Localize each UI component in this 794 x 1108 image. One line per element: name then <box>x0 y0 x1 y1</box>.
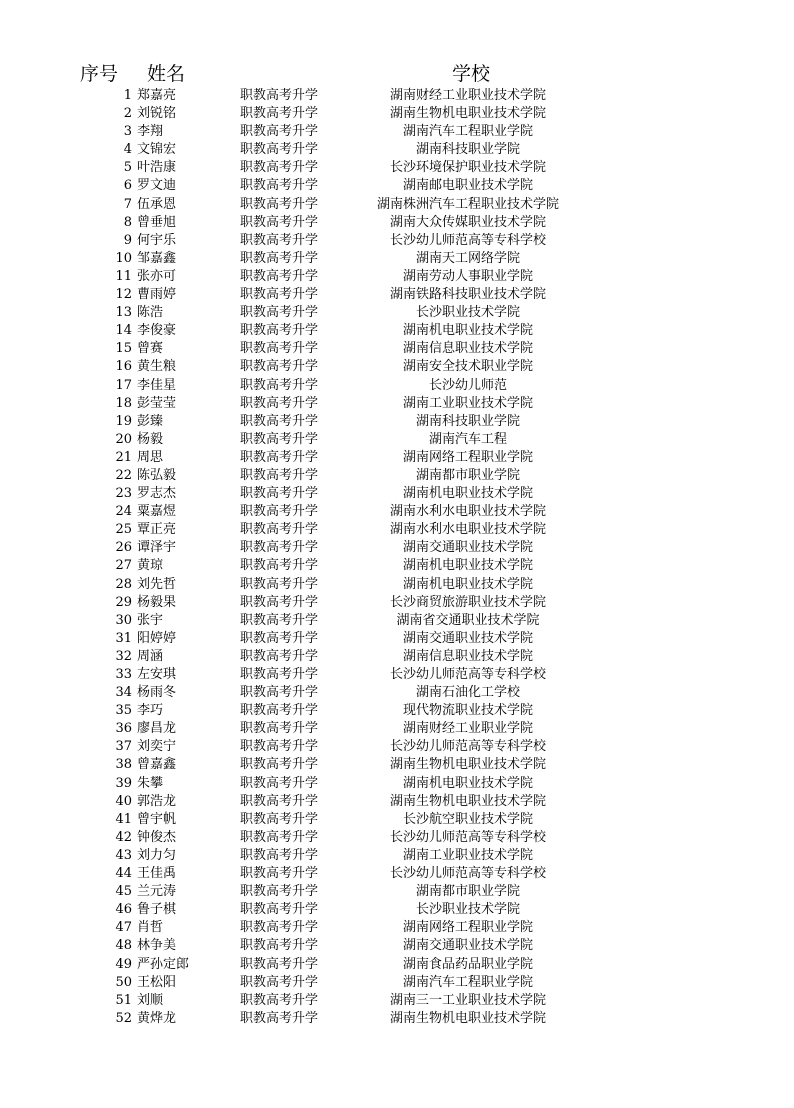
row-name: 罗志杰 <box>137 486 177 502</box>
row-school: 湖南都市职业学院 <box>415 884 521 900</box>
row-seq: 19 <box>115 413 132 429</box>
row-name: 钟俊杰 <box>137 829 177 845</box>
row-type: 职教高考升学 <box>240 196 319 212</box>
row-type: 职教高考升学 <box>240 323 319 339</box>
table-row <box>0 159 794 177</box>
row-type: 职教高考升学 <box>240 920 319 936</box>
row-name: 李佳星 <box>137 377 177 393</box>
row-type: 职教高考升学 <box>240 576 319 592</box>
table-row <box>0 630 794 648</box>
row-seq: 20 <box>115 431 132 447</box>
row-name: 兰元涛 <box>137 884 177 900</box>
row-type: 职教高考升学 <box>240 992 319 1008</box>
row-school: 湖南天工网络学院 <box>415 250 521 266</box>
row-type: 职教高考升学 <box>240 106 319 122</box>
row-type: 职教高考升学 <box>240 88 319 103</box>
table-row <box>0 811 794 829</box>
table-row <box>0 87 794 105</box>
row-seq: 48 <box>115 938 132 954</box>
table-row <box>0 1010 794 1028</box>
table-row <box>0 304 794 322</box>
table-header <box>0 60 794 88</box>
row-seq: 31 <box>115 630 132 646</box>
row-school: 湖南汽车工程职业学院 <box>402 124 534 140</box>
row-seq: 7 <box>123 196 132 212</box>
row-school: 湖南安全技术职业学院 <box>402 359 534 375</box>
row-type: 职教高考升学 <box>240 160 319 176</box>
table-row <box>0 648 794 666</box>
row-name: 陈浩 <box>137 305 164 321</box>
row-name: 曾垂旭 <box>137 214 177 230</box>
row-school: 湖南机电职业技术学院 <box>402 775 534 791</box>
row-name: 阳婷婷 <box>137 630 177 646</box>
row-seq: 15 <box>115 341 132 357</box>
row-school: 湖南省交通职业技术学院 <box>396 612 540 628</box>
row-seq: 33 <box>115 667 132 682</box>
row-type: 职教高考升学 <box>240 884 319 900</box>
row-name: 曹雨婷 <box>137 287 177 303</box>
row-school: 湖南生物机电职业技术学院 <box>389 1010 547 1026</box>
row-seq: 2 <box>123 106 132 122</box>
row-seq: 9 <box>123 232 132 248</box>
row-name: 刘锐铭 <box>137 106 177 122</box>
row-name: 曾赛 <box>137 341 164 357</box>
table-row <box>0 177 794 195</box>
row-name: 王佳禹 <box>137 866 177 882</box>
row-seq: 25 <box>115 522 132 538</box>
row-school: 湖南生物机电职业技术学院 <box>389 757 547 773</box>
table-row <box>0 485 794 503</box>
row-seq: 27 <box>115 558 132 574</box>
row-name: 曾宇帆 <box>137 811 177 827</box>
table-row <box>0 358 794 376</box>
row-name: 刘先哲 <box>137 576 177 592</box>
row-seq: 23 <box>115 486 132 502</box>
row-type: 职教高考升学 <box>240 793 319 809</box>
row-name: 郭浩龙 <box>137 793 177 809</box>
table-row <box>0 141 794 159</box>
row-type: 职教高考升学 <box>240 956 319 972</box>
row-school: 湖南生物机电职业技术学院 <box>389 793 547 809</box>
row-school: 湖南汽车工程 <box>428 431 508 447</box>
row-name: 廖昌龙 <box>137 721 177 737</box>
table-row <box>0 974 794 992</box>
row-type: 职教高考升学 <box>240 612 319 628</box>
row-type: 职教高考升学 <box>240 486 319 502</box>
table-row <box>0 829 794 847</box>
row-school: 湖南生物机电职业技术学院 <box>389 106 547 122</box>
row-seq: 8 <box>123 214 132 230</box>
row-name: 曾嘉鑫 <box>137 757 177 773</box>
table-row <box>0 937 794 955</box>
row-name: 黄琼 <box>137 558 164 574</box>
table-row <box>0 449 794 467</box>
row-type: 职教高考升学 <box>240 847 319 863</box>
row-school: 湖南交通职业技术学院 <box>402 630 534 646</box>
row-seq: 40 <box>115 793 132 809</box>
row-seq: 3 <box>123 124 132 140</box>
table-row <box>0 901 794 919</box>
row-name: 杨雨冬 <box>137 685 177 701</box>
row-type: 职教高考升学 <box>240 359 319 375</box>
row-name: 黄烨龙 <box>137 1010 177 1026</box>
table-row <box>0 775 794 793</box>
row-type: 职教高考升学 <box>240 667 319 682</box>
row-seq: 50 <box>115 974 132 990</box>
table-row <box>0 557 794 575</box>
row-type: 职教高考升学 <box>240 594 319 610</box>
table-row <box>0 738 794 756</box>
row-seq: 39 <box>115 775 132 791</box>
row-school: 长沙幼儿师范高等专科学校 <box>389 739 547 755</box>
row-school: 湖南水利水电职业技术学院 <box>389 522 547 538</box>
row-type: 职教高考升学 <box>240 829 319 845</box>
table-row <box>0 322 794 340</box>
row-seq: 30 <box>115 612 132 628</box>
row-school: 湖南三一工业职业技术学院 <box>389 992 547 1008</box>
row-type: 职教高考升学 <box>240 775 319 791</box>
table-row <box>0 268 794 286</box>
row-seq: 22 <box>115 467 132 483</box>
row-school: 长沙幼儿师范高等专科学校 <box>389 866 547 882</box>
row-type: 职教高考升学 <box>240 232 319 248</box>
row-school: 长沙幼儿师范高等专科学校 <box>389 667 547 682</box>
row-seq: 14 <box>115 323 132 339</box>
table-row <box>0 539 794 557</box>
row-seq: 12 <box>115 287 132 303</box>
row-school: 湖南大众传媒职业技术学院 <box>389 214 547 230</box>
table-row <box>0 340 794 358</box>
row-school: 长沙环境保护职业技术学院 <box>389 160 547 176</box>
row-seq: 34 <box>115 685 132 701</box>
row-type: 职教高考升学 <box>240 902 319 918</box>
row-seq: 49 <box>115 956 132 972</box>
row-name: 张亦可 <box>137 268 177 284</box>
table-row <box>0 756 794 774</box>
row-type: 职教高考升学 <box>240 721 319 737</box>
row-seq: 6 <box>123 178 132 194</box>
row-type: 职教高考升学 <box>240 341 319 357</box>
table-row <box>0 847 794 865</box>
row-seq: 16 <box>115 359 132 375</box>
row-name: 罗文迪 <box>137 178 177 194</box>
row-name: 林争美 <box>137 938 177 954</box>
row-name: 肖哲 <box>137 920 164 936</box>
row-seq: 45 <box>115 884 132 900</box>
row-school: 湖南科技职业学院 <box>415 413 521 429</box>
row-school: 湖南信息职业技术学院 <box>402 648 534 664</box>
row-seq: 47 <box>115 920 132 936</box>
table-row <box>0 377 794 395</box>
row-type: 职教高考升学 <box>240 268 319 284</box>
table-row <box>0 576 794 594</box>
table-row <box>0 250 794 268</box>
table-row <box>0 956 794 974</box>
row-school: 湖南财经工业职业技术学院 <box>389 88 547 103</box>
row-name: 周涵 <box>137 648 164 664</box>
table-row <box>0 232 794 250</box>
row-seq: 43 <box>115 847 132 863</box>
row-type: 职教高考升学 <box>240 395 319 411</box>
row-seq: 52 <box>115 1010 132 1026</box>
row-name: 李巧 <box>137 703 164 719</box>
row-name: 文锦宏 <box>137 142 177 158</box>
row-name: 叶浩康 <box>137 160 177 176</box>
row-name: 杨毅 <box>137 431 164 447</box>
row-seq: 11 <box>115 268 132 284</box>
row-seq: 36 <box>115 721 132 737</box>
row-name: 谭泽宇 <box>137 540 177 556</box>
table-row <box>0 612 794 630</box>
row-name: 何宇乐 <box>137 232 177 248</box>
table-body <box>0 87 794 1028</box>
row-type: 职教高考升学 <box>240 811 319 827</box>
table-row <box>0 865 794 883</box>
row-type: 职教高考升学 <box>240 467 319 483</box>
row-school: 长沙商贸旅游职业技术学院 <box>389 594 547 610</box>
row-seq: 21 <box>115 449 132 465</box>
row-seq: 38 <box>115 757 132 773</box>
row-type: 职教高考升学 <box>240 287 319 303</box>
row-name: 朱攀 <box>137 775 164 791</box>
table-row <box>0 286 794 304</box>
row-school: 湖南劳动人事职业学院 <box>402 268 534 284</box>
row-seq: 44 <box>115 866 132 882</box>
row-school: 湖南机电职业技术学院 <box>402 486 534 502</box>
row-seq: 13 <box>115 305 132 321</box>
table-row <box>0 503 794 521</box>
row-school: 湖南汽车工程职业学院 <box>402 974 534 990</box>
row-seq: 28 <box>115 576 132 592</box>
row-seq: 10 <box>115 250 132 266</box>
row-school: 长沙幼儿师范 <box>428 377 508 393</box>
row-type: 职教高考升学 <box>240 866 319 882</box>
table-row <box>0 666 794 684</box>
row-school: 湖南邮电职业技术学院 <box>402 178 534 194</box>
row-school: 湖南机电职业技术学院 <box>402 558 534 574</box>
row-school: 湖南食品药品职业学院 <box>402 956 534 972</box>
row-school: 长沙幼儿师范高等专科学校 <box>389 829 547 845</box>
table-row <box>0 793 794 811</box>
row-name: 邹嘉鑫 <box>137 250 177 266</box>
table-row <box>0 594 794 612</box>
row-school: 湖南科技职业学院 <box>415 142 521 158</box>
row-school: 湖南石油化工学校 <box>415 685 521 701</box>
table-row <box>0 720 794 738</box>
row-seq: 4 <box>123 142 132 158</box>
table-row <box>0 883 794 901</box>
row-name: 王松阳 <box>137 974 177 990</box>
row-name: 左安琪 <box>137 667 177 682</box>
row-name: 鲁子棋 <box>137 902 177 918</box>
row-type: 职教高考升学 <box>240 431 319 447</box>
row-school: 湖南株洲汽车工程职业技术学院 <box>376 196 560 212</box>
row-type: 职教高考升学 <box>240 214 319 230</box>
header-name: 姓名 <box>147 63 186 85</box>
row-school: 湖南交通职业技术学院 <box>402 938 534 954</box>
row-school: 湖南信息职业技术学院 <box>402 341 534 357</box>
row-name: 李翔 <box>137 124 164 140</box>
row-seq: 35 <box>115 703 132 719</box>
row-seq: 32 <box>115 648 132 664</box>
table-row <box>0 196 794 214</box>
table-row <box>0 395 794 413</box>
header-school: 学校 <box>452 63 491 85</box>
row-name: 粟嘉煜 <box>137 504 177 520</box>
table-row <box>0 684 794 702</box>
row-name: 周思 <box>137 449 164 465</box>
table-row <box>0 919 794 937</box>
row-school: 湖南网络工程职业学院 <box>402 920 534 936</box>
row-school: 湖南都市职业学院 <box>415 467 521 483</box>
row-name: 刘顺 <box>137 992 164 1008</box>
row-type: 职教高考升学 <box>240 504 319 520</box>
row-type: 职教高考升学 <box>240 124 319 140</box>
row-seq: 1 <box>123 88 132 103</box>
table-row <box>0 992 794 1010</box>
row-name: 张宇 <box>137 612 164 628</box>
row-name: 李俊豪 <box>137 323 177 339</box>
row-type: 职教高考升学 <box>240 685 319 701</box>
row-school: 湖南财经工业职业学院 <box>402 721 534 737</box>
row-seq: 26 <box>115 540 132 556</box>
table-row <box>0 105 794 123</box>
row-seq: 37 <box>115 739 132 755</box>
row-type: 职教高考升学 <box>240 377 319 393</box>
row-type: 职教高考升学 <box>240 142 319 158</box>
row-school: 长沙幼儿师范高等专科学校 <box>389 232 547 248</box>
row-seq: 42 <box>115 829 132 845</box>
row-type: 职教高考升学 <box>240 413 319 429</box>
row-seq: 24 <box>115 504 132 520</box>
row-name: 郑嘉亮 <box>137 88 177 103</box>
row-school: 湖南铁路科技职业技术学院 <box>389 287 547 303</box>
row-seq: 17 <box>115 377 132 393</box>
row-school: 湖南网络工程职业学院 <box>402 449 534 465</box>
row-seq: 29 <box>115 594 132 610</box>
row-name: 伍承恩 <box>137 196 177 212</box>
row-type: 职教高考升学 <box>240 739 319 755</box>
table-row <box>0 413 794 431</box>
row-name: 刘力匀 <box>137 847 177 863</box>
row-name: 刘奕宁 <box>137 739 177 755</box>
row-seq: 41 <box>115 811 132 827</box>
row-type: 职教高考升学 <box>240 974 319 990</box>
row-type: 职教高考升学 <box>240 522 319 538</box>
row-name: 黄生粮 <box>137 359 177 375</box>
row-type: 职教高考升学 <box>240 648 319 664</box>
row-name: 严孙定郎 <box>137 956 190 972</box>
row-school: 湖南工业职业技术学院 <box>402 395 534 411</box>
row-type: 职教高考升学 <box>240 938 319 954</box>
row-school: 长沙航空职业技术学院 <box>402 811 534 827</box>
row-type: 职教高考升学 <box>240 757 319 773</box>
row-name: 覃正亮 <box>137 522 177 538</box>
table-row <box>0 702 794 720</box>
row-name: 陈弘毅 <box>137 467 177 483</box>
row-name: 杨毅果 <box>137 594 177 610</box>
row-type: 职教高考升学 <box>240 1010 319 1026</box>
row-type: 职教高考升学 <box>240 558 319 574</box>
row-school: 湖南工业职业技术学院 <box>402 847 534 863</box>
row-type: 职教高考升学 <box>240 305 319 321</box>
row-seq: 18 <box>115 395 132 411</box>
table-row <box>0 467 794 485</box>
row-type: 职教高考升学 <box>240 178 319 194</box>
row-school: 湖南交通职业技术学院 <box>402 540 534 556</box>
row-school: 长沙职业技术学院 <box>415 305 521 321</box>
header-seq: 序号 <box>80 63 119 85</box>
row-school: 湖南水利水电职业技术学院 <box>389 504 547 520</box>
row-name: 彭莹莹 <box>137 395 177 411</box>
row-school: 湖南机电职业技术学院 <box>402 576 534 592</box>
table-row <box>0 431 794 449</box>
row-school: 长沙职业技术学院 <box>415 902 521 918</box>
row-school: 现代物流职业技术学院 <box>402 703 534 719</box>
row-school: 湖南机电职业技术学院 <box>402 323 534 339</box>
table-row <box>0 214 794 232</box>
row-type: 职教高考升学 <box>240 449 319 465</box>
row-seq: 51 <box>115 992 132 1008</box>
row-seq: 46 <box>115 902 132 918</box>
row-type: 职教高考升学 <box>240 703 319 719</box>
row-type: 职教高考升学 <box>240 250 319 266</box>
table-row <box>0 521 794 539</box>
row-type: 职教高考升学 <box>240 630 319 646</box>
row-seq: 5 <box>123 160 132 176</box>
row-name: 彭臻 <box>137 413 164 429</box>
table-row <box>0 123 794 141</box>
row-type: 职教高考升学 <box>240 540 319 556</box>
